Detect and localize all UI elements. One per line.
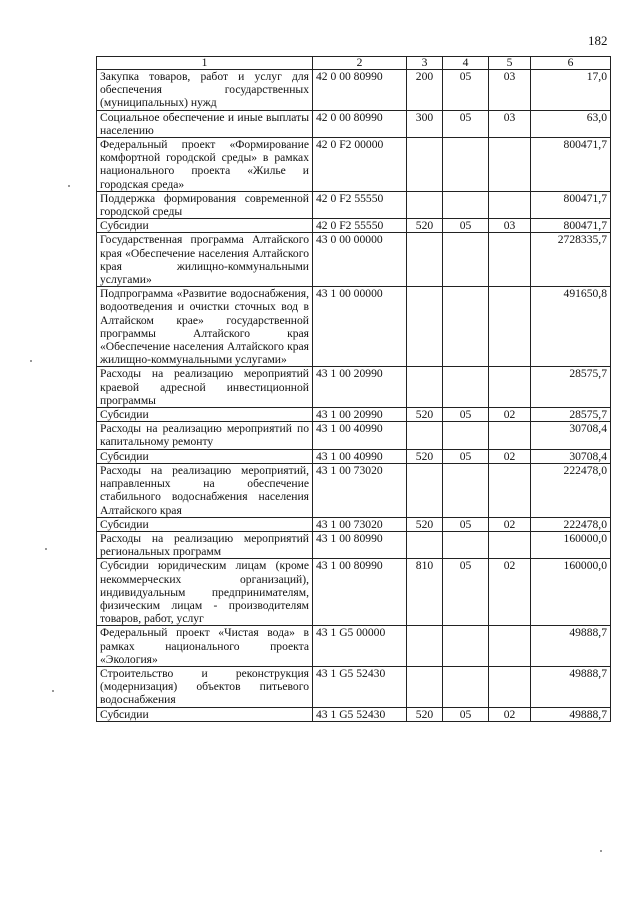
section-cell — [443, 422, 489, 449]
table-row — [97, 422, 611, 449]
expense-type-cell: 810 — [407, 559, 443, 626]
table-header-row — [97, 57, 611, 70]
scan-speck — [30, 360, 32, 362]
subsection-cell: 03 — [489, 110, 531, 137]
description-cell: Расходы на реализацию мероприятий по капитальному ремонту — [97, 422, 313, 449]
code-cell: 42 0 F2 00000 — [313, 138, 407, 192]
description-cell: Федеральный проект «Чистая вода» в рамках национального проекта «Экология» — [97, 626, 313, 667]
code-cell: 43 1 00 20990 — [313, 408, 407, 422]
expense-type-cell: 520 — [407, 449, 443, 463]
section-cell: 05 — [443, 408, 489, 422]
description-cell: Расходы на реализацию мероприятий, направленных на обеспечение стабильного водоснабжения населения Алтайского края — [97, 463, 313, 517]
expense-type-cell — [407, 367, 443, 408]
amount-cell: 222478,0 — [531, 463, 611, 517]
expense-type-cell — [407, 191, 443, 218]
amount-cell: 30708,4 — [531, 422, 611, 449]
expense-type-cell — [407, 233, 443, 287]
code-cell: 43 1 G5 52430 — [313, 666, 407, 707]
table-row — [97, 70, 611, 111]
expense-type-cell — [407, 626, 443, 667]
code-cell: 43 1 00 80990 — [313, 531, 407, 558]
section-cell — [443, 367, 489, 408]
table-row — [97, 449, 611, 463]
table-row — [97, 191, 611, 218]
section-cell — [443, 463, 489, 517]
code-cell: 43 1 G5 52430 — [313, 707, 407, 721]
expense-type-cell — [407, 138, 443, 192]
page-number: 182 — [588, 33, 608, 48]
table-row — [97, 367, 611, 408]
expense-type-cell: 520 — [407, 707, 443, 721]
table-row — [97, 408, 611, 422]
scan-speck — [45, 548, 47, 550]
code-cell: 42 0 00 80990 — [313, 110, 407, 137]
description-cell: Субсидии — [97, 707, 313, 721]
header-cell: 6 — [531, 57, 611, 70]
table-row — [97, 219, 611, 233]
code-cell: 42 0 F2 55550 — [313, 191, 407, 218]
subsection-cell — [489, 666, 531, 707]
table-row — [97, 531, 611, 558]
subsection-cell — [489, 626, 531, 667]
table-row — [97, 517, 611, 531]
subsection-cell: 03 — [489, 219, 531, 233]
amount-cell: 28575,7 — [531, 367, 611, 408]
amount-cell: 800471,7 — [531, 138, 611, 192]
section-cell — [443, 531, 489, 558]
expense-type-cell: 520 — [407, 219, 443, 233]
description-cell: Субсидии юридическим лицам (кроме некоммерческих организаций), индивидуальным предпринимателям, физическим лицам - производителям товаров, работ, услуг — [97, 559, 313, 626]
table-row — [97, 559, 611, 626]
description-cell: Субсидии — [97, 219, 313, 233]
description-cell: Закупка товаров, работ и услуг для обеспечения государственных (муниципальных) нужд — [97, 70, 313, 111]
amount-cell: 160000,0 — [531, 531, 611, 558]
table-row — [97, 287, 611, 367]
amount-cell: 160000,0 — [531, 559, 611, 626]
header-cell: 1 — [97, 57, 313, 70]
amount-cell: 30708,4 — [531, 449, 611, 463]
subsection-cell — [489, 422, 531, 449]
table-row — [97, 463, 611, 517]
section-cell: 05 — [443, 449, 489, 463]
subsection-cell — [489, 531, 531, 558]
scan-speck — [600, 850, 602, 852]
section-cell — [443, 191, 489, 218]
description-cell: Субсидии — [97, 449, 313, 463]
expense-type-cell: 520 — [407, 408, 443, 422]
subsection-cell — [489, 287, 531, 367]
code-cell: 43 1 00 40990 — [313, 449, 407, 463]
expense-type-cell — [407, 531, 443, 558]
section-cell: 05 — [443, 110, 489, 137]
description-cell: Субсидии — [97, 517, 313, 531]
subsection-cell: 02 — [489, 559, 531, 626]
amount-cell: 49888,7 — [531, 707, 611, 721]
subsection-cell — [489, 233, 531, 287]
expense-type-cell — [407, 666, 443, 707]
expense-type-cell: 520 — [407, 517, 443, 531]
subsection-cell — [489, 463, 531, 517]
amount-cell: 49888,7 — [531, 666, 611, 707]
code-cell: 42 0 F2 55550 — [313, 219, 407, 233]
section-cell — [443, 287, 489, 367]
description-cell: Расходы на реализацию мероприятий региональных программ — [97, 531, 313, 558]
description-cell: Расходы на реализацию мероприятий краевой адресной инвестиционной программы — [97, 367, 313, 408]
subsection-cell: 02 — [489, 408, 531, 422]
section-cell: 05 — [443, 70, 489, 111]
description-cell: Подпрограмма «Развитие водоснабжения, водоотведения и очистки сточных вод в Алтайском крае» государственной программы Алтайского края «Обеспечение населения Алтайского края жилищно-коммунальными услугами» — [97, 287, 313, 367]
amount-cell: 491650,8 — [531, 287, 611, 367]
table-row — [97, 110, 611, 137]
amount-cell: 800471,7 — [531, 191, 611, 218]
section-cell: 05 — [443, 559, 489, 626]
table-row — [97, 138, 611, 192]
amount-cell: 2728335,7 — [531, 233, 611, 287]
expense-type-cell — [407, 422, 443, 449]
amount-cell: 800471,7 — [531, 219, 611, 233]
description-cell: Социальное обеспечение и иные выплаты населению — [97, 110, 313, 137]
header-cell: 2 — [313, 57, 407, 70]
subsection-cell: 02 — [489, 517, 531, 531]
code-cell: 42 0 00 80990 — [313, 70, 407, 111]
subsection-cell — [489, 367, 531, 408]
description-cell: Субсидии — [97, 408, 313, 422]
header-cell: 5 — [489, 57, 531, 70]
section-cell — [443, 233, 489, 287]
section-cell: 05 — [443, 707, 489, 721]
description-cell: Государственная программа Алтайского края «Обеспечение населения Алтайского края жилищно-коммунальными услугами» — [97, 233, 313, 287]
amount-cell: 222478,0 — [531, 517, 611, 531]
header-cell: 3 — [407, 57, 443, 70]
code-cell: 43 1 00 73020 — [313, 463, 407, 517]
header-cell: 4 — [443, 57, 489, 70]
code-cell: 43 1 G5 00000 — [313, 626, 407, 667]
description-cell: Строительство и реконструкция (модернизация) объектов питьевого водоснабжения — [97, 666, 313, 707]
table-row — [97, 233, 611, 287]
code-cell: 43 1 00 73020 — [313, 517, 407, 531]
table-row — [97, 666, 611, 707]
budget-table — [96, 56, 611, 722]
scan-speck — [52, 690, 54, 692]
section-cell — [443, 666, 489, 707]
code-cell: 43 1 00 40990 — [313, 422, 407, 449]
subsection-cell — [489, 191, 531, 218]
section-cell — [443, 138, 489, 192]
table-row — [97, 707, 611, 721]
amount-cell: 63,0 — [531, 110, 611, 137]
amount-cell: 28575,7 — [531, 408, 611, 422]
code-cell: 43 0 00 00000 — [313, 233, 407, 287]
expense-type-cell — [407, 463, 443, 517]
scan-speck — [68, 185, 70, 187]
subsection-cell: 02 — [489, 707, 531, 721]
table-row — [97, 626, 611, 667]
amount-cell: 17,0 — [531, 70, 611, 111]
code-cell: 43 1 00 20990 — [313, 367, 407, 408]
subsection-cell — [489, 138, 531, 192]
description-cell: Федеральный проект «Формирование комфортной городской среды» в рамках национального проекта «Жилье и городская среда» — [97, 138, 313, 192]
description-cell: Поддержка формирования современной городской среды — [97, 191, 313, 218]
expense-type-cell — [407, 287, 443, 367]
expense-type-cell: 200 — [407, 70, 443, 111]
section-cell: 05 — [443, 517, 489, 531]
expense-type-cell: 300 — [407, 110, 443, 137]
section-cell: 05 — [443, 219, 489, 233]
code-cell: 43 1 00 00000 — [313, 287, 407, 367]
code-cell: 43 1 00 80990 — [313, 559, 407, 626]
section-cell — [443, 626, 489, 667]
amount-cell: 49888,7 — [531, 626, 611, 667]
subsection-cell: 02 — [489, 449, 531, 463]
subsection-cell: 03 — [489, 70, 531, 111]
